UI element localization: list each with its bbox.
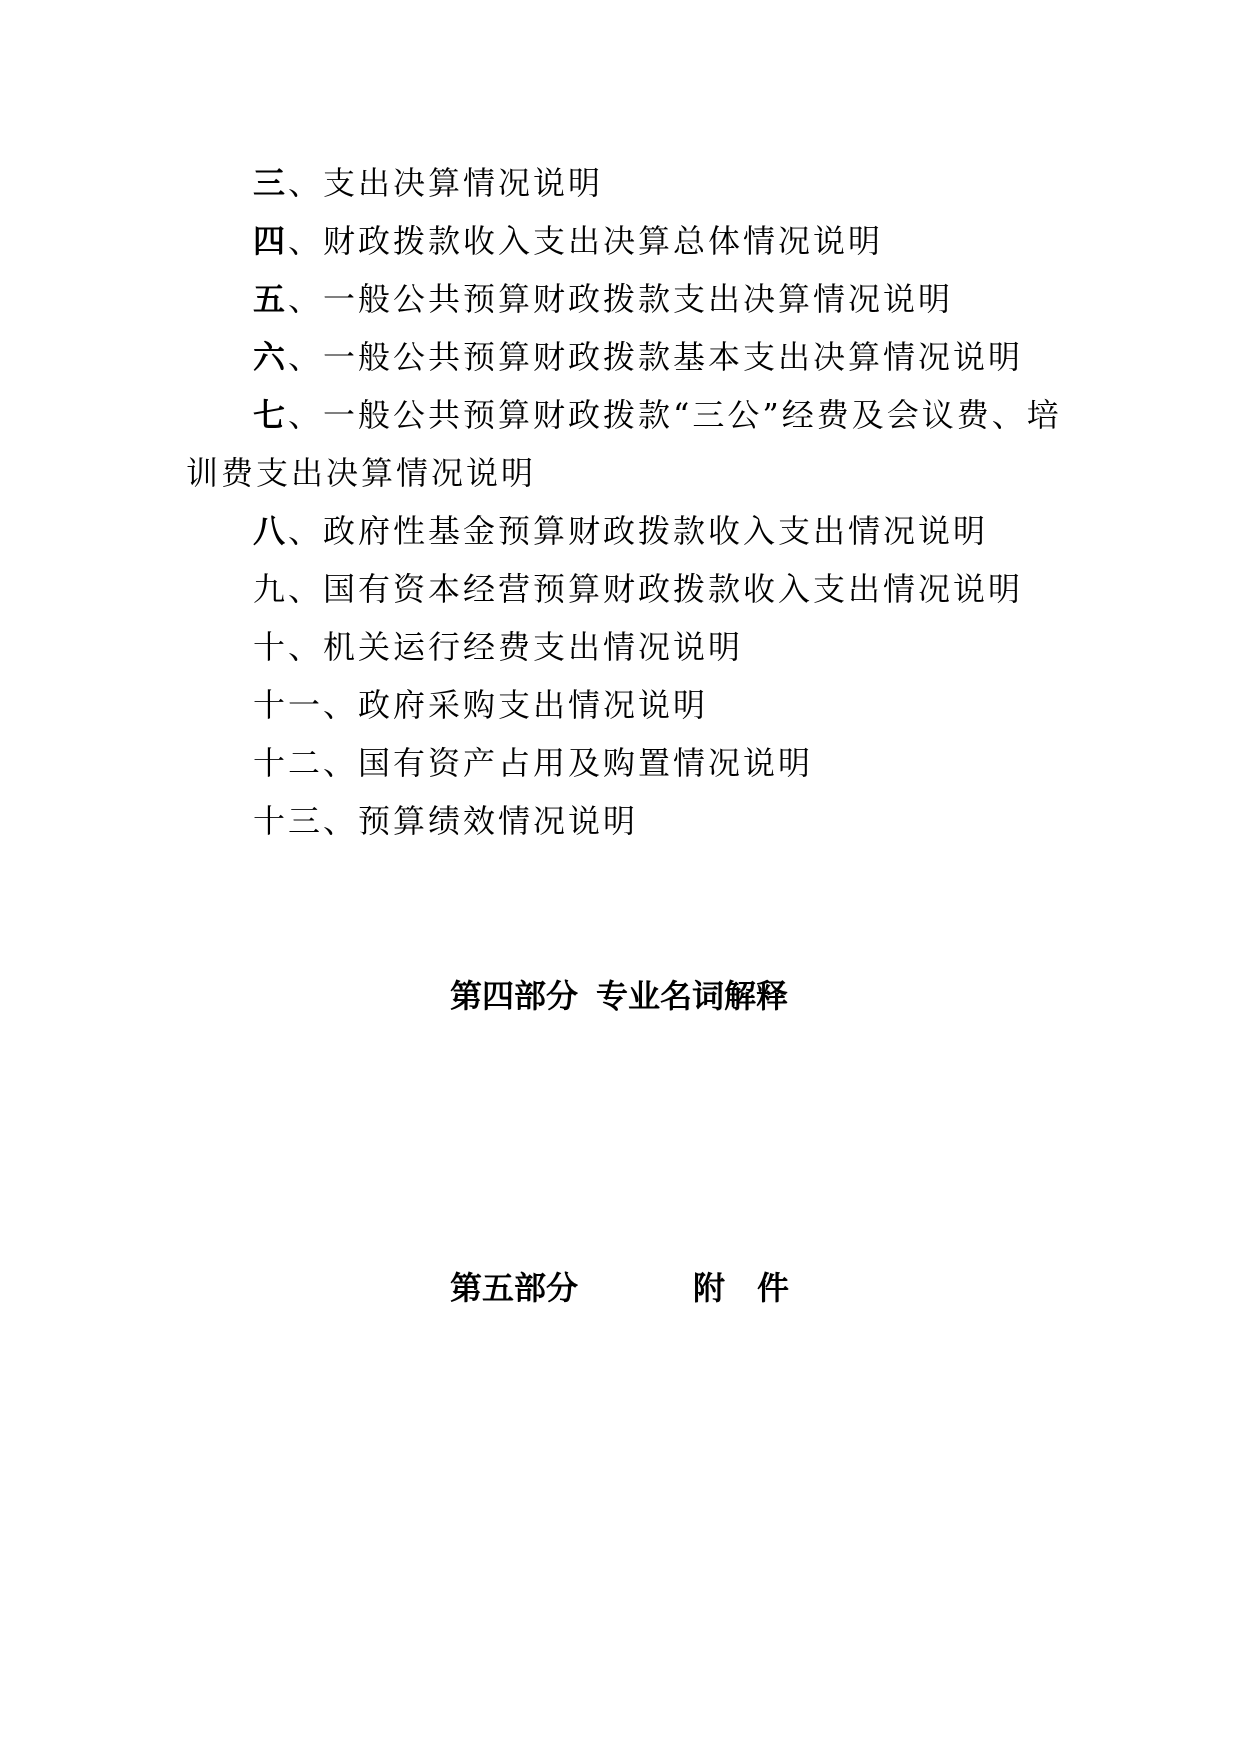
toc-text: 机关运行经费支出情况说明: [323, 628, 744, 666]
toc-item-3: [253, 163, 603, 203]
toc-number: 三: [253, 164, 289, 202]
toc-number: 十二: [253, 744, 324, 782]
toc-item-6: [253, 337, 1023, 377]
toc-item-7-continuation: 训费支出决算情况说明: [186, 454, 537, 492]
toc-separator: 、: [288, 164, 324, 202]
toc-number: 九: [253, 570, 289, 608]
toc-number: 四: [253, 222, 289, 260]
toc-text: 财政拨款收入支出决算总体情况说明: [323, 222, 884, 260]
toc-text: 政府采购支出情况说明: [358, 686, 709, 724]
toc-text: 预算绩效情况说明: [358, 802, 639, 840]
toc-number: 八: [253, 512, 289, 550]
toc-item-8: [253, 511, 988, 551]
toc-separator: 、: [323, 744, 359, 782]
toc-separator: 、: [288, 222, 324, 260]
part-five-label: 第五部分: [450, 1269, 579, 1307]
toc-text: 国有资本经营预算财政拨款收入支出情况说明: [323, 570, 1024, 608]
toc-item-5: [253, 279, 953, 319]
toc-separator: 、: [323, 686, 359, 724]
toc-separator: 、: [288, 338, 324, 376]
part-four-label: 第四部分: [450, 977, 579, 1015]
toc-separator: 、: [288, 280, 324, 318]
toc-text: 一般公共预算财政拨款支出决算情况说明: [323, 280, 954, 318]
toc-separator: 、: [288, 570, 324, 608]
toc-text: 支出决算情况说明: [323, 164, 604, 202]
toc-text: 一般公共预算财政拨款基本支出决算情况说明: [323, 338, 1024, 376]
part-five-title-char1: 附: [693, 1269, 726, 1307]
toc-number: 十: [253, 628, 289, 666]
toc-item-12: [253, 743, 813, 783]
toc-item-4: [253, 221, 883, 261]
part-five-title-char2: 件: [757, 1269, 790, 1307]
toc-item-11: [253, 685, 708, 725]
part-four-title: 专业名词解释: [596, 977, 789, 1015]
toc-number: 六: [253, 338, 289, 376]
toc-number: 十一: [253, 686, 324, 724]
toc-number: 五: [253, 280, 289, 318]
toc-separator: 、: [288, 396, 324, 434]
toc-item-10: [253, 627, 743, 667]
toc-text: 政府性基金预算财政拨款收入支出情况说明: [323, 512, 989, 550]
part-four-heading: [450, 976, 788, 1016]
toc-text: 一般公共预算财政拨款“三公”经费及会议费、培: [323, 396, 1062, 434]
toc-separator: 、: [323, 802, 359, 840]
toc-item-13: [253, 801, 638, 841]
toc-text: 国有资产占用及购置情况说明: [358, 744, 814, 782]
toc-item-9: [253, 569, 1023, 609]
toc-number: 七: [253, 396, 289, 434]
toc-separator: 、: [288, 512, 324, 550]
toc-separator: 、: [288, 628, 324, 666]
toc-item-7: [253, 395, 1062, 435]
part-five-heading: [450, 1268, 789, 1308]
toc-number: 十三: [253, 802, 324, 840]
